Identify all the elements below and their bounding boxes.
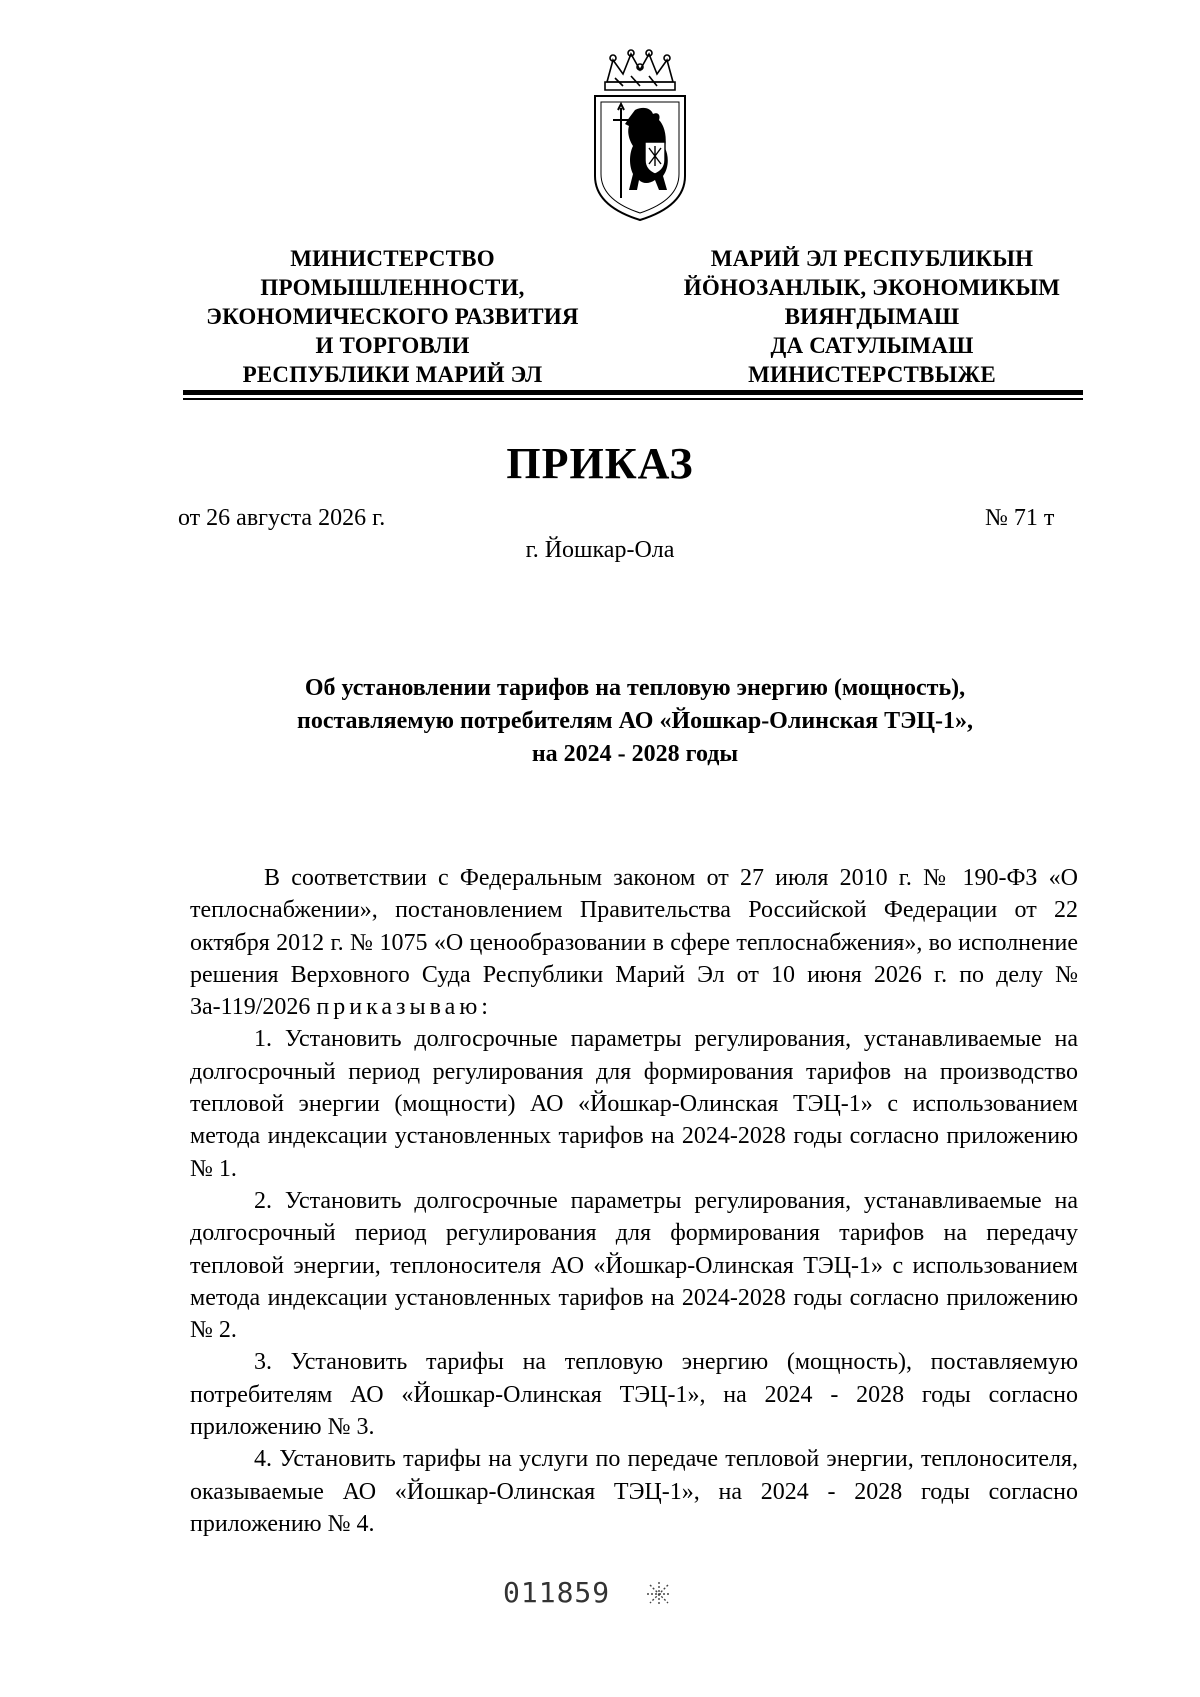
ministry-name-russian [165,244,620,389]
order-item-2: 2. Установить долгосрочные параметры регулирования, устанавливаемые на долгосрочный период регулирования для формирования тарифов на передачу тепловой энергии, теплоносителя АО «Йошкар-Олинская ТЭЦ-1» с использованием метода индексации установленных тарифов на 2024-2028 годы согласно приложению № 2. [190,1187,1078,1344]
ministry-name-line: ВИЯҤДЫМАШ [784,304,960,329]
document-type-title: ПРИКАЗ [506,439,694,488]
stamp-mark-icon [645,1580,673,1608]
coat-of-arms-icon [585,48,695,226]
document-city: г. Йошкар-Ола [525,537,675,563]
order-verb: приказываю: [316,994,492,1021]
ministry-name-line: ДА САТУЛЫМАШ [770,333,974,358]
document-number: № 71 т [985,505,1055,531]
ministry-name-mari [652,244,1092,389]
document-body [190,862,1078,1540]
ministry-name-line: МИНИСТЕРСТВЫЖЕ [748,362,996,387]
ministry-name-line: МИНИСТЕРСТВО [290,246,495,271]
order-item-4: 4. Установить тарифы на услуги по передаче тепловой энергии, теплоносителя, оказываемые АО «Йошкар-Олинская ТЭЦ-1», на 2024 - 2028 годы согласно приложению № 4. [190,1446,1078,1537]
header-divider-thin [183,398,1083,400]
document-date: от 26 августа 2026 г. [178,505,386,531]
header-divider-thick [183,390,1083,395]
ministry-name-line: И ТОРГОВЛИ [315,333,470,358]
form-serial-number: 011859 [503,1576,611,1609]
preamble-text: В соответствии с Федеральным законом от 27 июля 2010 г. № 190-ФЗ «О теплоснабжении», постановлением Правительства Российской Федерации от 22 октября 2012 г. № 1075 «О ценообразовании в сфере теплоснабжения», во исполнение решения Верховного Суда Республики Марий Эл от 10 июня 2026 г. по делу № 3а-119/2026 [190,865,1078,1021]
subject-line: на 2024 - 2028 годы [531,741,739,767]
ministry-name-line: ЭКОНОМИЧЕСКОГО РАЗВИТИЯ [206,304,579,329]
ministry-name-line: РЕСПУБЛИКИ МАРИЙ ЭЛ [242,362,543,387]
order-item-1: 1. Установить долгосрочные параметры регулирования, устанавливаемые на долгосрочный период регулирования для формирования тарифов на производство тепловой энергии (мощности) АО «Йошкар-Олинская ТЭЦ-1» с использованием метода индексации установленных тарифов на 2024-2028 годы согласно приложению № 1. [190,1026,1078,1182]
ministry-name-line: ЙӦНОЗАНЛЫК, ЭКОНОМИКЫМ [683,275,1061,300]
document-subject [160,672,1110,771]
preamble-paragraph [190,862,1078,1023]
ministry-name-line: МАРИЙ ЭЛ РЕСПУБЛИКЫН [710,246,1034,271]
subject-line: поставляемую потребителям АО «Йошкар-Олинская ТЭЦ-1», [296,708,974,734]
ministry-name-line: ПРОМЫШЛЕННОСТИ, [260,275,525,300]
order-item-3: 3. Установить тарифы на тепловую энергию (мощность), поставляемую потребителям АО «Йошкар-Олинская ТЭЦ-1», на 2024 - 2028 годы согласно приложению № 3. [190,1349,1078,1441]
subject-line: Об установлении тарифов на тепловую энергию (мощность), [304,675,966,701]
